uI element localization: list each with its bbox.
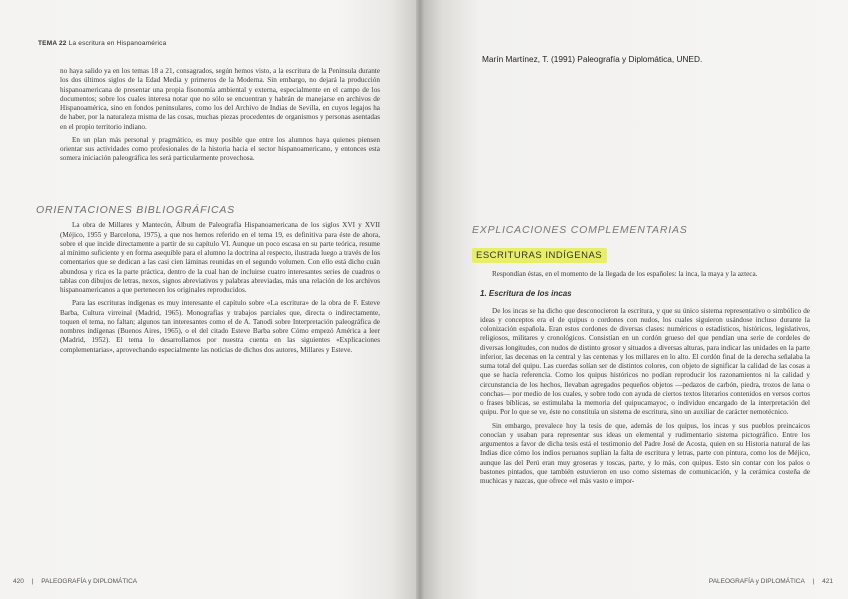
folio-separator: |: [812, 578, 815, 585]
left-page: [0, 0, 420, 599]
body-paragraph: En un plan más personal y pragmático, es muy posible que entre los alumnos haya quienes piensen orientar sus actividades como profesionales de la historia hacia el sector hispanoamericano, y entonces esta somera iniciación paleográfica les será particularmente provechosa.: [60, 135, 380, 163]
left-body-text: [60, 67, 380, 168]
bibliography-paragraph: La obra de Millares y Mantecón, Álbum de Paleografía Hispanoamericana de los siglos XVI y XVII (Méjico, 1955 y Barcelona, 1975), a que nos hemos referido en el tema 19, es definitiva para éste de ahora, sobre el que incide directamente a partir de su capítulo VI. Aunque un poco escasa en su parte teórica, resume al mínimo suficiente y en forma asequible para el alumno la doctrina al respecto, ilustrada luego a través de los comentarios que se dedican a las casi cien láminas reunidas en el segundo volumen. Con ello está dicho cuán abundosa y rica es la parte práctica, dentro de la cual han de incluirse cuatro interesantes series de cuadros o tablas con dibujos de letras, nexos, signos abreviativos y palabras abreviadas, más una relación de los archivos hispanoamericanos a que pertenecen los originales reproducidos.: [60, 221, 380, 294]
complementarias-heading: EXPLICACIONES COMPLEMENTARIAS: [472, 224, 688, 236]
book-gutter: [416, 0, 424, 599]
folio-separator: |: [31, 578, 34, 585]
page-number: 421: [822, 578, 833, 585]
left-folio: [10, 578, 140, 585]
page-number: 420: [13, 578, 24, 585]
folio-title: PALEOGRAFÍA y DIPLOMÁTICA: [708, 578, 805, 585]
running-head-tema: TEMA 22: [38, 40, 67, 47]
body-paragraph: Sin embargo, prevalece hoy la tesis de que, además de los quipus, los incas y sus pueblos preincaicos conocían y usaban para representar sus ideas un elemental y rudimentario sistema pictográfico. Entre los argumentos a favor de dicha tesis está el testimonio del Padre José de Acosta, quien en su Historia natural de las Indias dice cómo los indios peruanos suplían la falta de escritura y letras, parte con pintura, como los de Méjico, aunque las del Perú eran muy groseras y toscas, parte, y lo más, con quipus. Esto sin contar con los palos o bastones pintados, que también estuvieron en uso como sistemas de comunicación, y la cerámica costeña de muchicas y nazcas, que ofrece «el más vasto e impor-: [480, 421, 810, 485]
bibliography-paragraph: Para las escrituras indígenas es muy interesante el capítulo sobre «La escritura» de la obra de F. Esteve Barba, Cultura virreinal (Madrid, 1965). Monografías y trabajos parciales que, directa o indirectamente, toquen el tema, no faltan; algunos tan interesantes como el de A. Tanodi sobre Interpretación paleográfica de nombres indígenas (Buenos Aires, 1965), o el del citado Esteve Barba sobre Cómo empezó América a leer (Madrid, 1952). El tema lo desarrollamos por nuestra cuenta en las siguientes «Explicaciones complementarias», aprovechando especialmente las noticias de dichos dos autores, Millares y Esteve.: [60, 299, 380, 354]
orientaciones-section: [36, 204, 380, 359]
citation: Marín Martínez, T. (1991) Paleografía y Diplomática, UNED.: [482, 54, 703, 64]
running-head-title: La escritura en Hispanoamérica: [68, 40, 167, 47]
incas-heading: 1. Escritura de los incas: [480, 289, 572, 299]
escrituras-heading-highlighted: ESCRITURAS INDÍGENAS: [472, 248, 607, 263]
folio-title: PALEOGRAFÍA y DIPLOMÁTICA: [41, 578, 138, 585]
running-head: [38, 40, 166, 47]
orientaciones-heading: ORIENTACIONES BIBLIOGRÁFICAS: [36, 204, 235, 216]
right-page: [420, 0, 848, 599]
right-body-text: [480, 270, 810, 490]
body-paragraph: no haya salido ya en los temas 18 a 21, consagrados, según hemos visto, a la escritura de la Península durante los dos últimos siglos de la Edad Media y primeros de la Moderna. Sin embargo, no dejará la producción hispanoamericana de presentar una propia fisonomía ambiental y externa, especialmente en el campo de los documentos; sobre los cuales interesa notar que no sólo se encuentran y habrán de manejarse en archivos de Hispanoamérica, sino en fondos peninsulares, como los del Archivo de Indias de Sevilla, en cuyos legajos ha de haber, por la naturaleza misma de las cosas, muchas piezas procedentes de organismos y personas asentadas en el propio territorio indiano.: [60, 67, 380, 131]
right-folio: [706, 578, 836, 585]
body-paragraph: De los incas se ha dicho que desconocieron la escritura, y que su único sistema representativo o simbólico de ideas y conceptos era el de quipus o cordones con nudos, los cuales siguieron usándose incluso durante la colonización española. Eran estos cordones de diversas clases: numéricos o estadísticos, históricos, legislativos, religiosos, militares y cronológicos. Consistían en un cordón grueso del que pendían una serie de cordeles de diversas longitudes, con nudos de distinto grosor y situados a diversas alturas, para indicar las unidades en la parte inferior, las decenas en la central y las centenas y los millares en lo alto. El cordón final de la derecha señalaba la suma total del quipu. Las cuerdas solían ser de distintos colores, con objeto de significar la calidad de las cosas a que se hacía referencia. Como los quipus históricos no podían reproducir los razonamientos ni la calidad y circunstancia de los hechos, llevaban agregados pequeños objetos —pedazos de carbón, piedra, trozos de lana o conchas— por medio de los cuales, y sobre todo con ayuda de ciertos textos literarios contenidos en versos cortos o frases bíblicas, se estimulaba la memoria del quipucamayoc, o individuo encargado de la interpretación del quipu. Por lo que se ve, éste no constituía un sistema de escritura, sino un auxiliar de carácter nemotécnico.: [480, 306, 810, 417]
intro-paragraph: Respondían éstas, en el momento de la llegada de los españoles: la inca, la maya y la azteca.: [492, 270, 758, 278]
